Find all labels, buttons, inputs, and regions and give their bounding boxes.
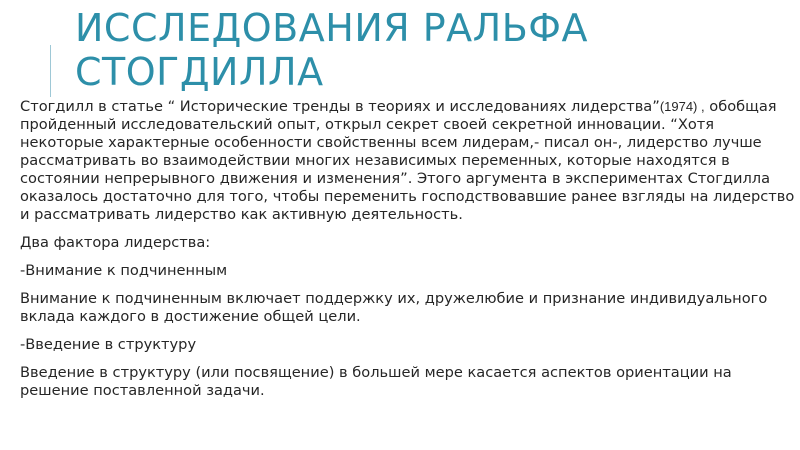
title-line-1: ИССЛЕДОВАНИЯ РАЛЬФА [75,6,588,50]
slide-body [20,98,795,410]
paragraph-two-factors: Два фактора лидерства: [20,234,211,251]
accent-line [50,45,51,97]
article-intro-text: Стогдилл в статье “ Исторические тренды в теориях и исследованиях лидерства” [20,98,660,115]
factor-description-consideration: Внимание к подчиненным включает поддержку их, дружелюбие и признание индивидуального вклада каждого в достижение общей цели. [20,290,768,325]
factor-heading-structure: -Введение в структуру [20,336,197,353]
factor-description-structure: Введение в структуру (или посвящение) в большей мере касается аспектов ориентации на решение поставленной задачи. [20,364,732,399]
factor-heading-consideration: -Внимание к подчиненным [20,262,228,279]
article-body-text: обобщая пройденный исследовательский опыт, открыл секрет своей секретной инновации. “Хотя некоторые характерные особенности свойственны всем лидерам,- писал он-, лидерство лучше рассматривать во взаимодействии многих независимых переменных, которые находятся в состоянии непрерывного движения и изменения”. Этого аргумента в экспериментах Стогдилла оказалось достаточно для того, чтобы переменить господствовавшие ранее взгляды на лидерство и рассматривать лидерство как активную деятельность. [20,98,795,223]
article-year: (1974) , [659,99,705,114]
title-line-2: СТОГДИЛЛА [75,50,324,94]
paragraph-stogdill-article [20,98,795,224]
slide-title [75,6,775,94]
